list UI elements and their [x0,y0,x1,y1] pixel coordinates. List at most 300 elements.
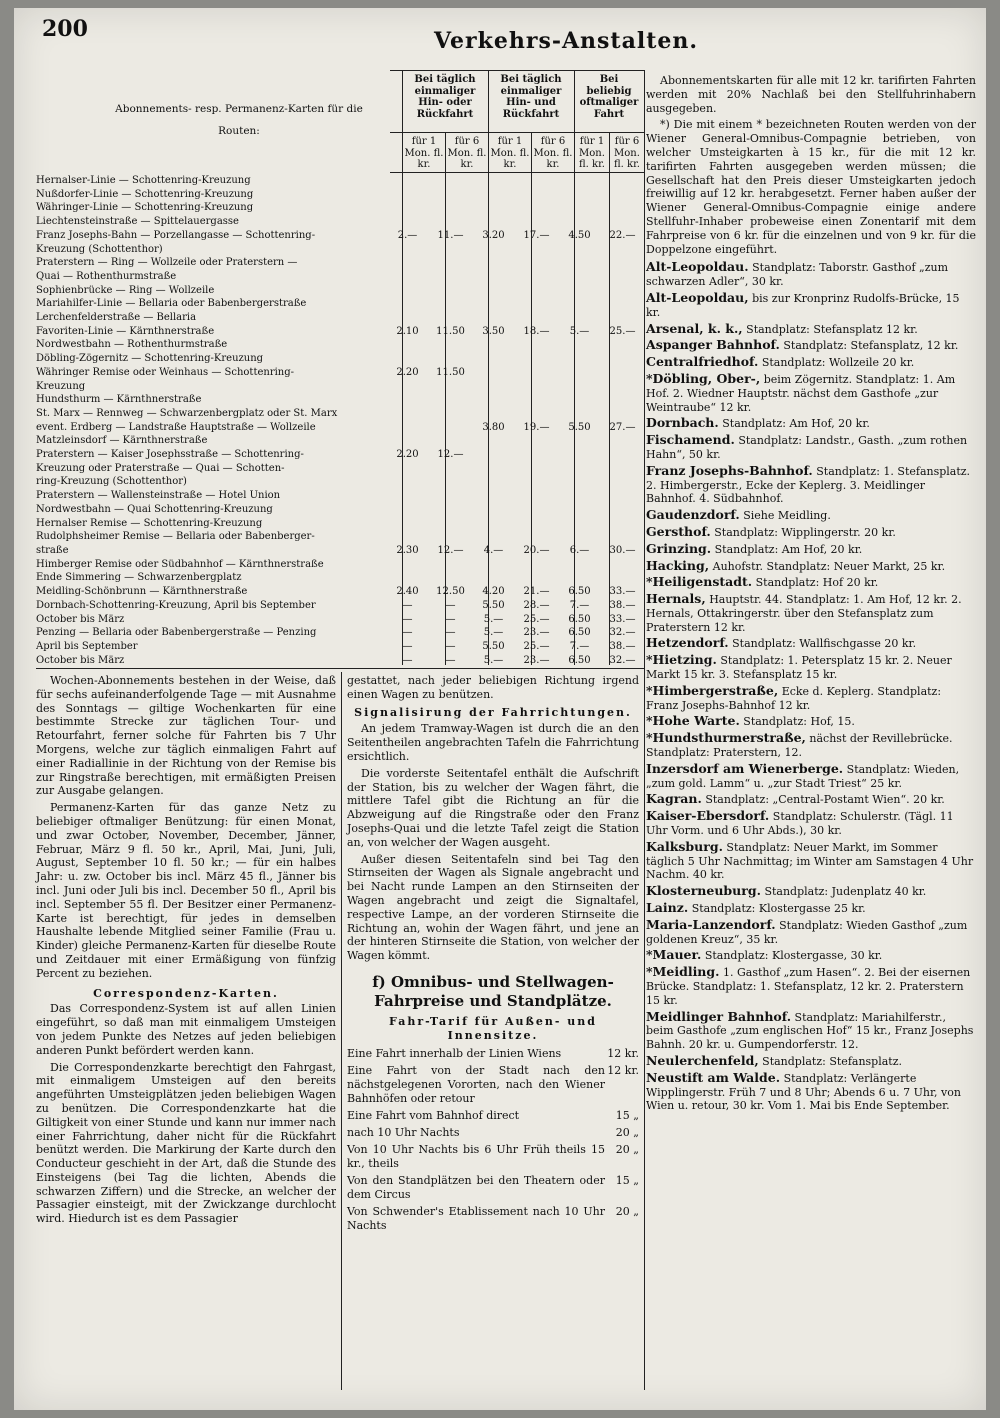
route-cell: St. Marx — Rennweg — Schwarzenbergplatz oder St. Marx [36,407,338,419]
price-cell [472,571,515,585]
fare-item [347,1109,639,1123]
price-cell: 19.— [523,421,550,433]
route-cell: Himberger Remise oder Südbahnhof — Kärnthnerstraße [36,558,324,570]
table-row [36,256,644,270]
signal-paragraph-1: An jedem Tramway-Wagen ist durch die an den Seitentheilen angebrachten Tafeln die Fahrrichtung ersichtlich. [347,722,639,763]
price-cell [472,558,515,572]
price-cell [558,558,601,572]
price-cell [515,352,558,366]
sub-header-1m: für 1 Mon. fl. kr. [490,136,530,170]
price-cell [429,434,472,448]
entry-name: Neulerchenfeld, [646,1053,759,1068]
price-cell [601,174,644,188]
price-cell [515,475,558,489]
entry-name: *Meidling. [646,964,720,980]
table-row [36,366,644,380]
price-cell [472,174,515,188]
price-cell: 7.— [569,599,590,611]
standplatz-entry [646,901,976,916]
entry-name: Gaudenzdorf. [646,507,740,523]
entry-text: Standplatz: Wieden Gasthof „zum goldenen Kreuz“, 35 kr. [646,918,968,946]
route-cell: Hundsthurm — Kärnthnerstraße [36,394,202,406]
fare-label: Von 10 Uhr Nachts bis 6 Uhr Früh theils 15 kr., theils [347,1142,605,1170]
tarif-heading: Fahr-Tarif für Außen- und Innensitze. [389,1014,597,1042]
table-row [36,229,644,243]
fare-table [36,174,644,667]
price-cell [515,188,558,202]
price-cell [472,462,515,476]
fare-price: 12 kr. [607,1063,639,1077]
price-cell [601,311,644,325]
entry-text: Standplatz: Taborstr. Gasthof „zum schwarzen Adler“, 30 kr. [646,261,949,289]
price-cell [429,475,472,489]
document-page [14,8,986,1410]
route-cell: Nußdorfer-Linie — Schottenring-Kreuzung [36,188,254,200]
standplatz-entry [646,684,976,713]
price-cell [515,270,558,284]
entry-name: Dornbach. [646,415,719,431]
price-cell [386,462,429,476]
price-cell: 4.50 [568,229,591,241]
price-cell [472,270,515,284]
standplatz-entry [646,464,976,506]
fare-price: 20 „ [615,1204,639,1218]
fare-price: 12 kr. [607,1046,639,1060]
route-cell: Favoriten-Linie — Kärnthnerstraße [36,325,215,337]
route-cell: Dornbach-Schottenring-Kreuzung, April bis September [36,599,316,611]
price-cell [601,448,644,462]
standplatz-entry [646,1071,976,1113]
standplatz-entry [646,575,976,590]
signal-paragraph-2: Die vorderste Seitentafel enthält die Aufschrift der Station, bis zu welcher der Wagen fährt, die mittlere Tafel gibt die Richtung an für die Abzweigung auf die Ringstraße oder den Franz Josephs-Quai und die letzte Tafel zeigt die Station an, von welcher der Wagen ausgeht. [347,766,639,849]
entry-text: Standplatz: Wieden, „zum gold. Lamm“ u. „zur Stadt Triest“ 25 kr. [646,762,960,790]
entry-name: Hernals, [646,591,706,607]
price-cell [601,338,644,352]
table-row [36,626,644,640]
price-cell [558,201,601,215]
entry-name: Klosterneuburg. [646,883,761,899]
price-cell [515,201,558,215]
col1-rule [341,672,342,1390]
price-cell: 38.— [609,640,636,652]
table-row [36,489,644,503]
route-cell: Franz Josephs-Bahn — Porzellangasse — Schottenring- [36,229,316,241]
sub-header-6m: für 6 Mon. fl. kr. [447,136,487,170]
table-row [36,640,644,654]
price-cell [386,297,429,311]
price-cell [601,380,644,394]
route-cell: Matzleinsdorf — Kärnthnerstraße [36,435,208,447]
price-cell [429,489,472,503]
table-row [36,393,644,407]
standplatz-entry [646,965,976,1007]
entry-name: Arsenal, k. k., [646,320,743,336]
route-cell: Liechtensteinstraße — Spittelauergasse [36,216,239,228]
entry-text: Standplatz: Hof 20 kr. [755,576,879,590]
corr-paragraph-1: Das Correspondenz-System ist auf allen Linien eingeführt, so daß man mit einmaligem Umsteigen von jedem Punkte des Netzes auf jeden beliebigen anderen Punkt befördert werden kann. [36,1002,336,1057]
entry-text: 1. Gasthof „zum Hasen“. 2. Bei der eisernen Brücke. Standplatz: 1. Stefansplatz, 12 kr. 2. Praterstern 15 kr. [646,966,971,1007]
price-cell [386,256,429,270]
price-cell [429,517,472,531]
route-cell: Döbling-Zögernitz — Schottenring-Kreuzung [36,353,264,365]
route-cell: Praterstern — Wallensteinstraße — Hotel Union [36,490,281,502]
price-cell [558,311,601,325]
price-cell: 2.20 [396,449,419,461]
entry-name: Lainz. [646,900,689,916]
price-cell [601,489,644,503]
price-cell [601,462,644,476]
price-cell [386,407,429,421]
price-cell [472,393,515,407]
price-cell: 4.— [483,544,504,556]
omnibus-heading: f) Omnibus- und Stellwagen-Fahrpreise und Standplätze. [372,972,614,1010]
price-cell: 6.50 [568,586,591,598]
price-cell [558,475,601,489]
price-cell [601,571,644,585]
route-cell: Penzing — Bellaria oder Babenbergerstraße — Penzing [36,627,317,639]
price-cell: 2.10 [396,325,419,337]
price-cell [429,558,472,572]
price-cell [558,366,601,380]
route-cell: Hernalser-Linie — Schottenring-Kreuzung [36,175,251,186]
entry-text: Standplatz: Schulerstr. (Tägl. 11 Uhr Vorm. und 6 Uhr Abds.), 30 kr. [646,810,954,838]
table-bottom-rule [36,668,644,669]
table-row [36,448,644,462]
price-cell: 17.— [523,229,550,241]
price-cell: — [402,599,413,611]
table-row [36,654,644,668]
price-cell [429,201,472,215]
table-row [36,475,644,489]
table-row [36,503,644,517]
table-row [36,421,644,435]
entry-name: Maria-Lanzendorf. [646,916,776,932]
standplatz-entry [646,809,976,838]
price-cell [515,462,558,476]
fare-item [347,1047,639,1061]
entry-name: Hetzendorf. [646,635,729,651]
table-vrule-3 [644,70,645,1390]
price-cell [386,503,429,517]
table-row [36,544,644,558]
fare-label: Eine Fahrt vom Bahnhof direct [347,1108,520,1122]
table-row [36,599,644,613]
price-cell: 32.— [609,627,636,639]
price-cell [386,311,429,325]
price-cell [386,558,429,572]
route-cell: Lerchenfelderstraße — Bellaria [36,312,197,324]
price-cell: 33.— [609,586,636,598]
entry-name: *Hohe Warte. [646,713,740,729]
table-row [36,462,644,476]
standplatz-entry [646,731,976,760]
price-cell [601,256,644,270]
route-cell: Hernalser Remise — Schottenring-Kreuzung [36,517,263,529]
price-cell [429,571,472,585]
fare-price: 20 „ [615,1142,639,1156]
signal-paragraph-3: Außer diesen Seitentafeln sind bei Tag den Stirnseiten der Wagen als Signale angebracht und bei Nacht runde Lampen an den Stirnseiten der Wagen angebracht und zeigt die Signaltafel, respective Lampe, an der vorderen Stirnseite die Richtung an, wohin der Wagen fährt, und jene an der hinteren Stirnseite die Station, von welcher der Wagen kömmt. [347,852,639,963]
table-row [36,215,644,229]
price-cell [429,338,472,352]
price-cell [601,243,644,257]
standplatz-entry [646,792,976,807]
route-cell: October bis März [36,613,125,625]
table-row [36,338,644,352]
standplatz-entry [646,653,976,682]
price-cell: 33.— [609,613,636,625]
price-cell [558,188,601,202]
fare-item [347,1143,639,1171]
standplatz-entry [646,322,976,337]
price-cell: 11.— [437,229,464,241]
price-cell: 32.— [609,654,636,666]
corr-paragraph-2: Die Correspondenzkarte berechtigt den Fahrgast, mit einmaligem Umsteigen auf den bereits angeführten Umsteigplätzen jeden beliebigen Wagen zu benützen. Die Correspondenzkarte hat die Giltigkeit von einer Stunde und kann nur immer nach einer Fahrrichtung, daher nicht für die Rückfahrt benützt werden. Die Markirung der Karte durch den Conducteur geschieht in der Art, daß die Stunde des Einsteigens (bei Tag die lichten, Abends die schwarzen Ziffern) und die Strecke, an welcher der Passagier einsteigt, mit der Zwickzange durchlocht wird. Hiedurch ist es dem Passagier [36,1060,336,1226]
table-top-rule [390,70,644,71]
price-cell: 5.— [483,627,504,639]
price-cell [429,311,472,325]
standplatz-entry [646,918,976,947]
price-cell [515,215,558,229]
price-cell [558,434,601,448]
price-cell [558,393,601,407]
standplatz-entry [646,1010,976,1052]
price-cell [429,380,472,394]
entry-text: Standplatz: Mariahilferstr., beim Gasthofe „zum englischen Hof“ 15 kr., Franz Josephs Bahnh. 20 kr. u. Gumpendorferstr. 12. [646,1010,974,1052]
table-row [36,270,644,284]
price-cell [558,338,601,352]
price-cell: 2.30 [396,544,419,556]
price-cell: — [445,613,456,625]
price-cell: 25.— [609,325,636,337]
price-cell [558,448,601,462]
standplatz-entry [646,948,976,963]
table-row [36,434,644,448]
entry-name: Neustift am Walde. [646,1069,781,1085]
price-cell [386,530,429,544]
entry-text: nächst der Revillebrücke. Standplatz: Praterstern, 12. [646,732,953,760]
price-cell [472,311,515,325]
route-cell: Praterstern — Kaiser Josephsstraße — Schottenring- [36,449,304,461]
price-cell [386,284,429,298]
price-cell [429,503,472,517]
entry-text: Standplatz: Stefansplatz. [762,1055,903,1068]
route-cell: Sophienbrücke — Ring — Wollzeile [36,284,215,296]
fare-item [347,1174,639,1202]
price-cell [515,297,558,311]
route-cell: Praterstern — Ring — Wollzeile oder Praterstern — [36,257,298,269]
table-row [36,571,644,585]
price-cell [386,571,429,585]
signal-heading: Signalisirung der Fahrrichtungen. [354,705,632,719]
price-cell: 11.50 [436,366,465,378]
price-cell: 22.— [609,229,636,241]
entry-text: Standplatz: Verlängerte Wipplingerstr. Früh 7 und 8 Uhr; Abends 6 u. 7 Uhr, von Wien u. retour, 30 kr. Vom 1. Mai bis Ende September. [646,1071,961,1113]
price-cell [601,201,644,215]
standplatz-entry [646,525,976,540]
price-cell [472,201,515,215]
route-cell: Mariahilfer-Linie — Bellaria oder Babenbergerstraße [36,298,307,310]
price-cell: 6.50 [568,654,591,666]
standplatz-entry [646,636,976,651]
price-cell [429,270,472,284]
price-cell: — [402,627,413,639]
route-cell: Währinger-Linie — Schottenring-Kreuzung [36,202,254,214]
page-title: Verkehrs-Anstalten. [434,28,699,54]
price-cell: — [402,613,413,625]
price-cell [472,297,515,311]
sub-header-1m: für 1 Mon. fl. kr. [579,136,605,170]
price-cell [601,503,644,517]
price-cell [472,434,515,448]
price-cell [515,517,558,531]
table-row [36,311,644,325]
price-cell [558,462,601,476]
group-header-2: Bei täglich einmaliger Hin- und Rückfahrt [500,74,562,120]
price-cell: 2.— [397,229,418,241]
price-cell: — [445,627,456,639]
table-row [36,585,644,599]
price-cell: 11.50 [436,325,465,337]
price-cell [472,448,515,462]
entry-text: Standplatz: Wollzeile 20 kr. [761,356,915,370]
entry-name: *Hundsthurmerstraße, [646,730,806,746]
price-cell [558,571,601,585]
table-row [36,297,644,311]
price-cell [472,188,515,202]
fare-price: 15 „ [615,1108,639,1122]
price-cell [429,215,472,229]
sub-header-6m: für 6 Mon. fl. kr. [533,136,573,170]
entry-text: Standplatz: Hof, 15. [743,715,855,729]
price-cell [429,352,472,366]
price-cell [429,393,472,407]
price-cell: 18.— [523,325,550,337]
route-cell: Nordwestbahn — Rothenthurmstraße [36,339,228,351]
price-cell: — [402,654,413,666]
entry-name: Alt-Leopoldau. [646,259,749,275]
entry-name: Centralfriedhof. [646,354,759,370]
price-cell [386,352,429,366]
entry-text: Standplatz: Neuer Markt, im Sommer täglich 5 Uhr Nachmittag; im Winter am Samstagen 4 Uhr Nachm. 40 kr. [646,840,974,882]
standplatz-entry [646,372,976,414]
price-cell [515,503,558,517]
group-header-1: Bei täglich einmaliger Hin- oder Rückfahrt [414,74,476,120]
standplatz-entry [646,714,976,729]
table-row [36,517,644,531]
price-cell: 5.50 [482,640,505,652]
fare-list [347,1047,639,1233]
price-cell [558,517,601,531]
price-cell: 5.50 [568,421,591,433]
entry-text: Hauptstr. 44. Standplatz: 1. Am Hof, 12 kr. 2. Hernals, Ottakringerstr. über den Stefansplatz zum Praterstern 12 kr. [646,593,962,634]
price-cell [472,256,515,270]
price-cell [472,352,515,366]
price-cell [601,558,644,572]
entry-text: Standplatz: Wallfischgasse 20 kr. [732,637,917,651]
price-cell [386,174,429,188]
route-cell: Quai — Rothenthurmstraße [36,270,177,282]
price-cell [515,393,558,407]
entry-text: Standplatz: Am Hof, 20 kr. [714,542,863,556]
entry-text: Standplatz: Wipplingerstr. 20 kr. [714,525,896,539]
price-cell [386,201,429,215]
entry-text: Standplatz: Klostergasse, 30 kr. [704,949,883,963]
table-row [36,380,644,394]
price-cell [601,366,644,380]
standplatz-entry [646,559,976,574]
entry-text: Standplatz: 1. Petersplatz 15 kr. 2. Neuer Markt 15 kr. 3. Stefansplatz 15 kr. [646,654,952,682]
price-cell: 6.50 [568,613,591,625]
standplatz-entry [646,592,976,634]
route-cell: Rudolphsheimer Remise — Bellaria oder Babenberger- [36,531,315,543]
price-cell [472,243,515,257]
table-sub-rule [390,132,644,133]
price-cell [515,284,558,298]
price-cell [515,489,558,503]
price-cell [429,297,472,311]
standplatz-entry [646,355,976,370]
price-cell [386,380,429,394]
col3-note: *) Die mit einem * bezeichneten Routen werden von der Wiener General-Omnibus-Compagnie betrieben, von welcher Umsteigkarten à 15 kr., für die mit 12 kr. tarifirten Fahrten ausgegeben werden müssen; die Gesellschaft hat den Preis dieser Umsteigkarten jedoch freiwillig auf 12 kr. herabgesetzt. Ferner haben außer der Wiener General-Omnibus-Compagnie einige andere Stellfuhr-Inhaber probeweise einen Zonentarif mit dem Fahrpreise von 6 kr. für die einzelnen und von 9 kr. für die Doppelzone eingeführt. [646,118,976,256]
price-cell [472,284,515,298]
price-cell [601,434,644,448]
price-cell: 28.— [523,599,550,611]
price-cell [601,517,644,531]
entry-name: Gersthof. [646,523,711,539]
sub-header-1m: für 1 Mon. fl. kr. [404,136,444,170]
price-cell: 5.— [483,613,504,625]
price-cell [386,475,429,489]
price-cell [472,215,515,229]
group-header-3: Bei beliebig oftmaliger Fahrt [579,74,639,120]
entry-name: *Himbergerstraße, [646,682,779,698]
table-row [36,201,644,215]
price-cell [515,448,558,462]
price-cell: 6.50 [568,627,591,639]
price-cell [558,530,601,544]
table-row [36,558,644,572]
price-cell [386,393,429,407]
entry-text: Standplatz: Stefansplatz, 12 kr. [783,339,959,353]
route-cell: October bis März [36,654,125,666]
price-cell [558,503,601,517]
table-row [36,352,644,366]
price-cell: 23.— [523,654,550,666]
price-cell: — [402,640,413,652]
route-cell: Nordwestbahn — Quai Schottenring-Kreuzung [36,503,273,515]
price-cell [558,256,601,270]
standplatz-entry [646,884,976,899]
price-cell: 12.— [437,449,464,461]
entry-name: Meidlinger Bahnhof. [646,1008,792,1024]
entry-name: Kagran. [646,791,702,807]
standplatz-entry [646,291,976,320]
entry-text: Standplatz: Stefansplatz 12 kr. [746,322,918,336]
entry-text: Standplatz: 1. Stefansplatz. 2. Himbergerstr., Ecke der Keplerg. 3. Meidlinger Bahnhof. 4. Südbahnhof. [646,464,971,506]
entry-name: *Döbling, Ober-, [646,370,761,386]
price-cell [515,311,558,325]
price-cell [386,270,429,284]
entry-name: Fischamend. [646,432,735,448]
price-cell [515,558,558,572]
table-routes-header: Abonnements- resp. Permanenz-Karten für die Routen: [115,103,363,137]
price-cell [386,517,429,531]
price-cell [429,243,472,257]
price-cell [429,174,472,188]
route-cell: event. Erdberg — Landstraße Hauptstraße — Wollzeile [36,421,316,433]
route-cell: Kreuzung oder Praterstraße — Quai — Schotten- [36,462,285,474]
price-cell [601,270,644,284]
